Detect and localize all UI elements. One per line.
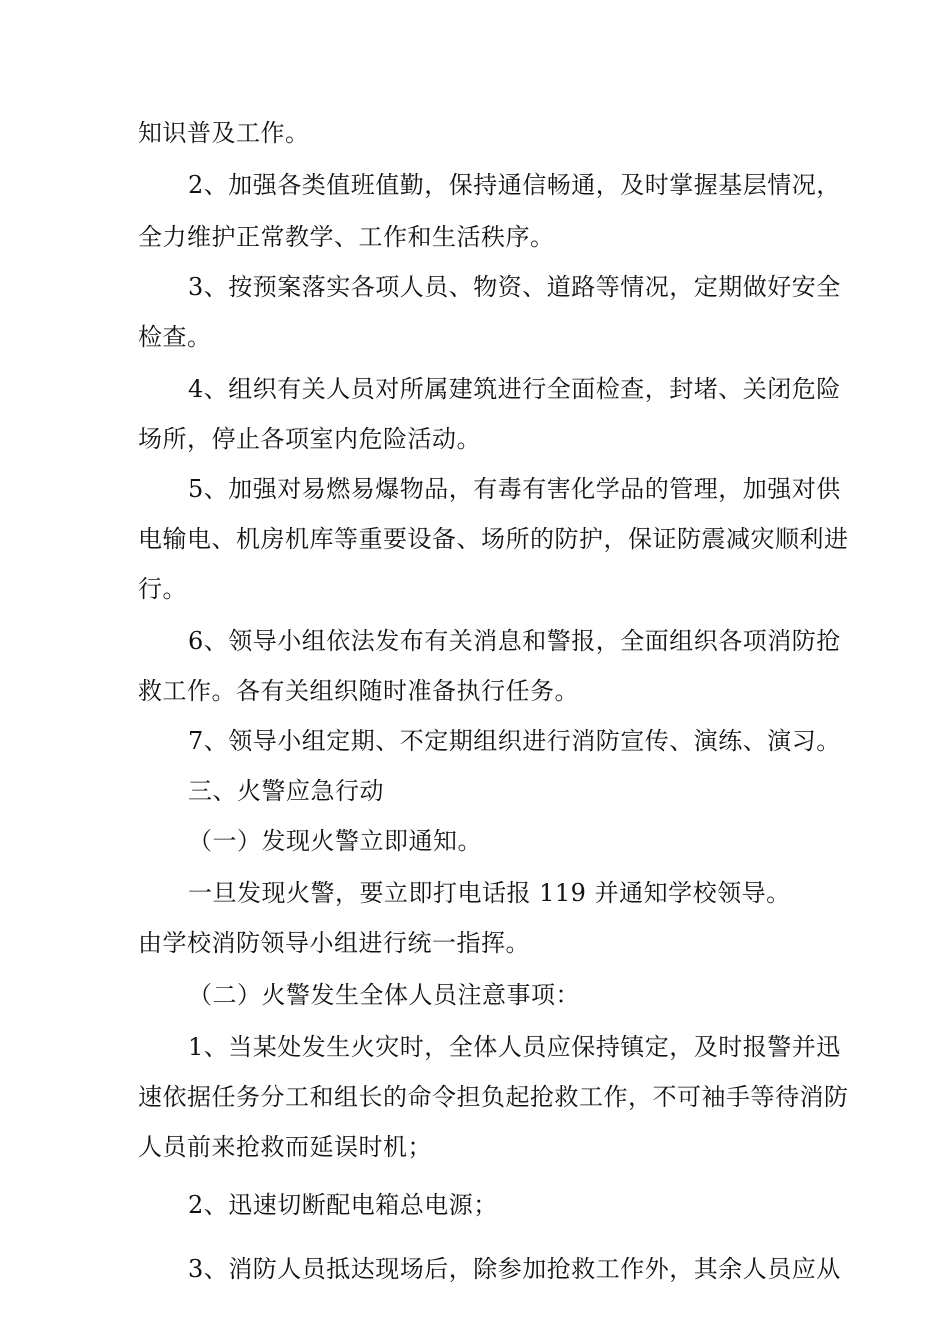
text-line: 检查。 (138, 323, 212, 351)
section-heading: 三、火警应急行动 (188, 777, 384, 805)
subsection-heading: （二）火警发生全体人员注意事项： (188, 981, 580, 1009)
text-line: 电输电、机房机库等重要设备、场所的防护，保证防震减灾顺利进 (138, 525, 849, 553)
text-line: 由学校消防领导小组进行统一指挥。 (138, 929, 530, 957)
text-line: 救工作。各有关组织随时准备执行任务。 (138, 677, 579, 705)
text-line: 人员前来抢救而延误时机； (138, 1133, 432, 1161)
paragraph-item-5: 5、加强对易燃易爆物品，有毒有害化学品的管理，加强对供 (188, 475, 841, 503)
paragraph-item-6: 6、领导小组依法发布有关消息和警报，全面组织各项消防抢 (188, 627, 841, 655)
paragraph-item-3: 3、按预案落实各项人员、物资、道路等情况，定期做好安全 (188, 273, 841, 301)
paragraph-item-4: 4、组织有关人员对所属建筑进行全面检查，封堵、关闭危险 (188, 375, 841, 403)
text-line: 知识普及工作。 (138, 119, 310, 147)
text-line: 一旦发现火警，要立即打电话报 119 并通知学校领导。 (188, 879, 791, 907)
text-line: 速依据任务分工和组长的命令担负起抢救工作，不可袖手等待消防 (138, 1083, 849, 1111)
text-line: 场所，停止各项室内危险活动。 (138, 425, 481, 453)
subsection-heading: （一）发现火警立即通知。 (188, 827, 482, 855)
paragraph-item-1: 1、当某处发生火灾时，全体人员应保持镇定，及时报警并迅 (188, 1033, 841, 1061)
paragraph-item-3: 3、消防人员抵达现场后，除参加抢救工作外，其余人员应从 (188, 1255, 841, 1283)
paragraph-item-2: 2、迅速切断配电箱总电源； (188, 1191, 498, 1219)
paragraph-item-7: 7、领导小组定期、不定期组织进行消防宣传、演练、演习。 (188, 727, 841, 755)
text-line: 行。 (138, 575, 187, 603)
text-line: 全力维护正常教学、工作和生活秩序。 (138, 223, 555, 251)
paragraph-item-2: 2、加强各类值班值勤，保持通信畅通，及时掌握基层情况， (188, 171, 841, 199)
